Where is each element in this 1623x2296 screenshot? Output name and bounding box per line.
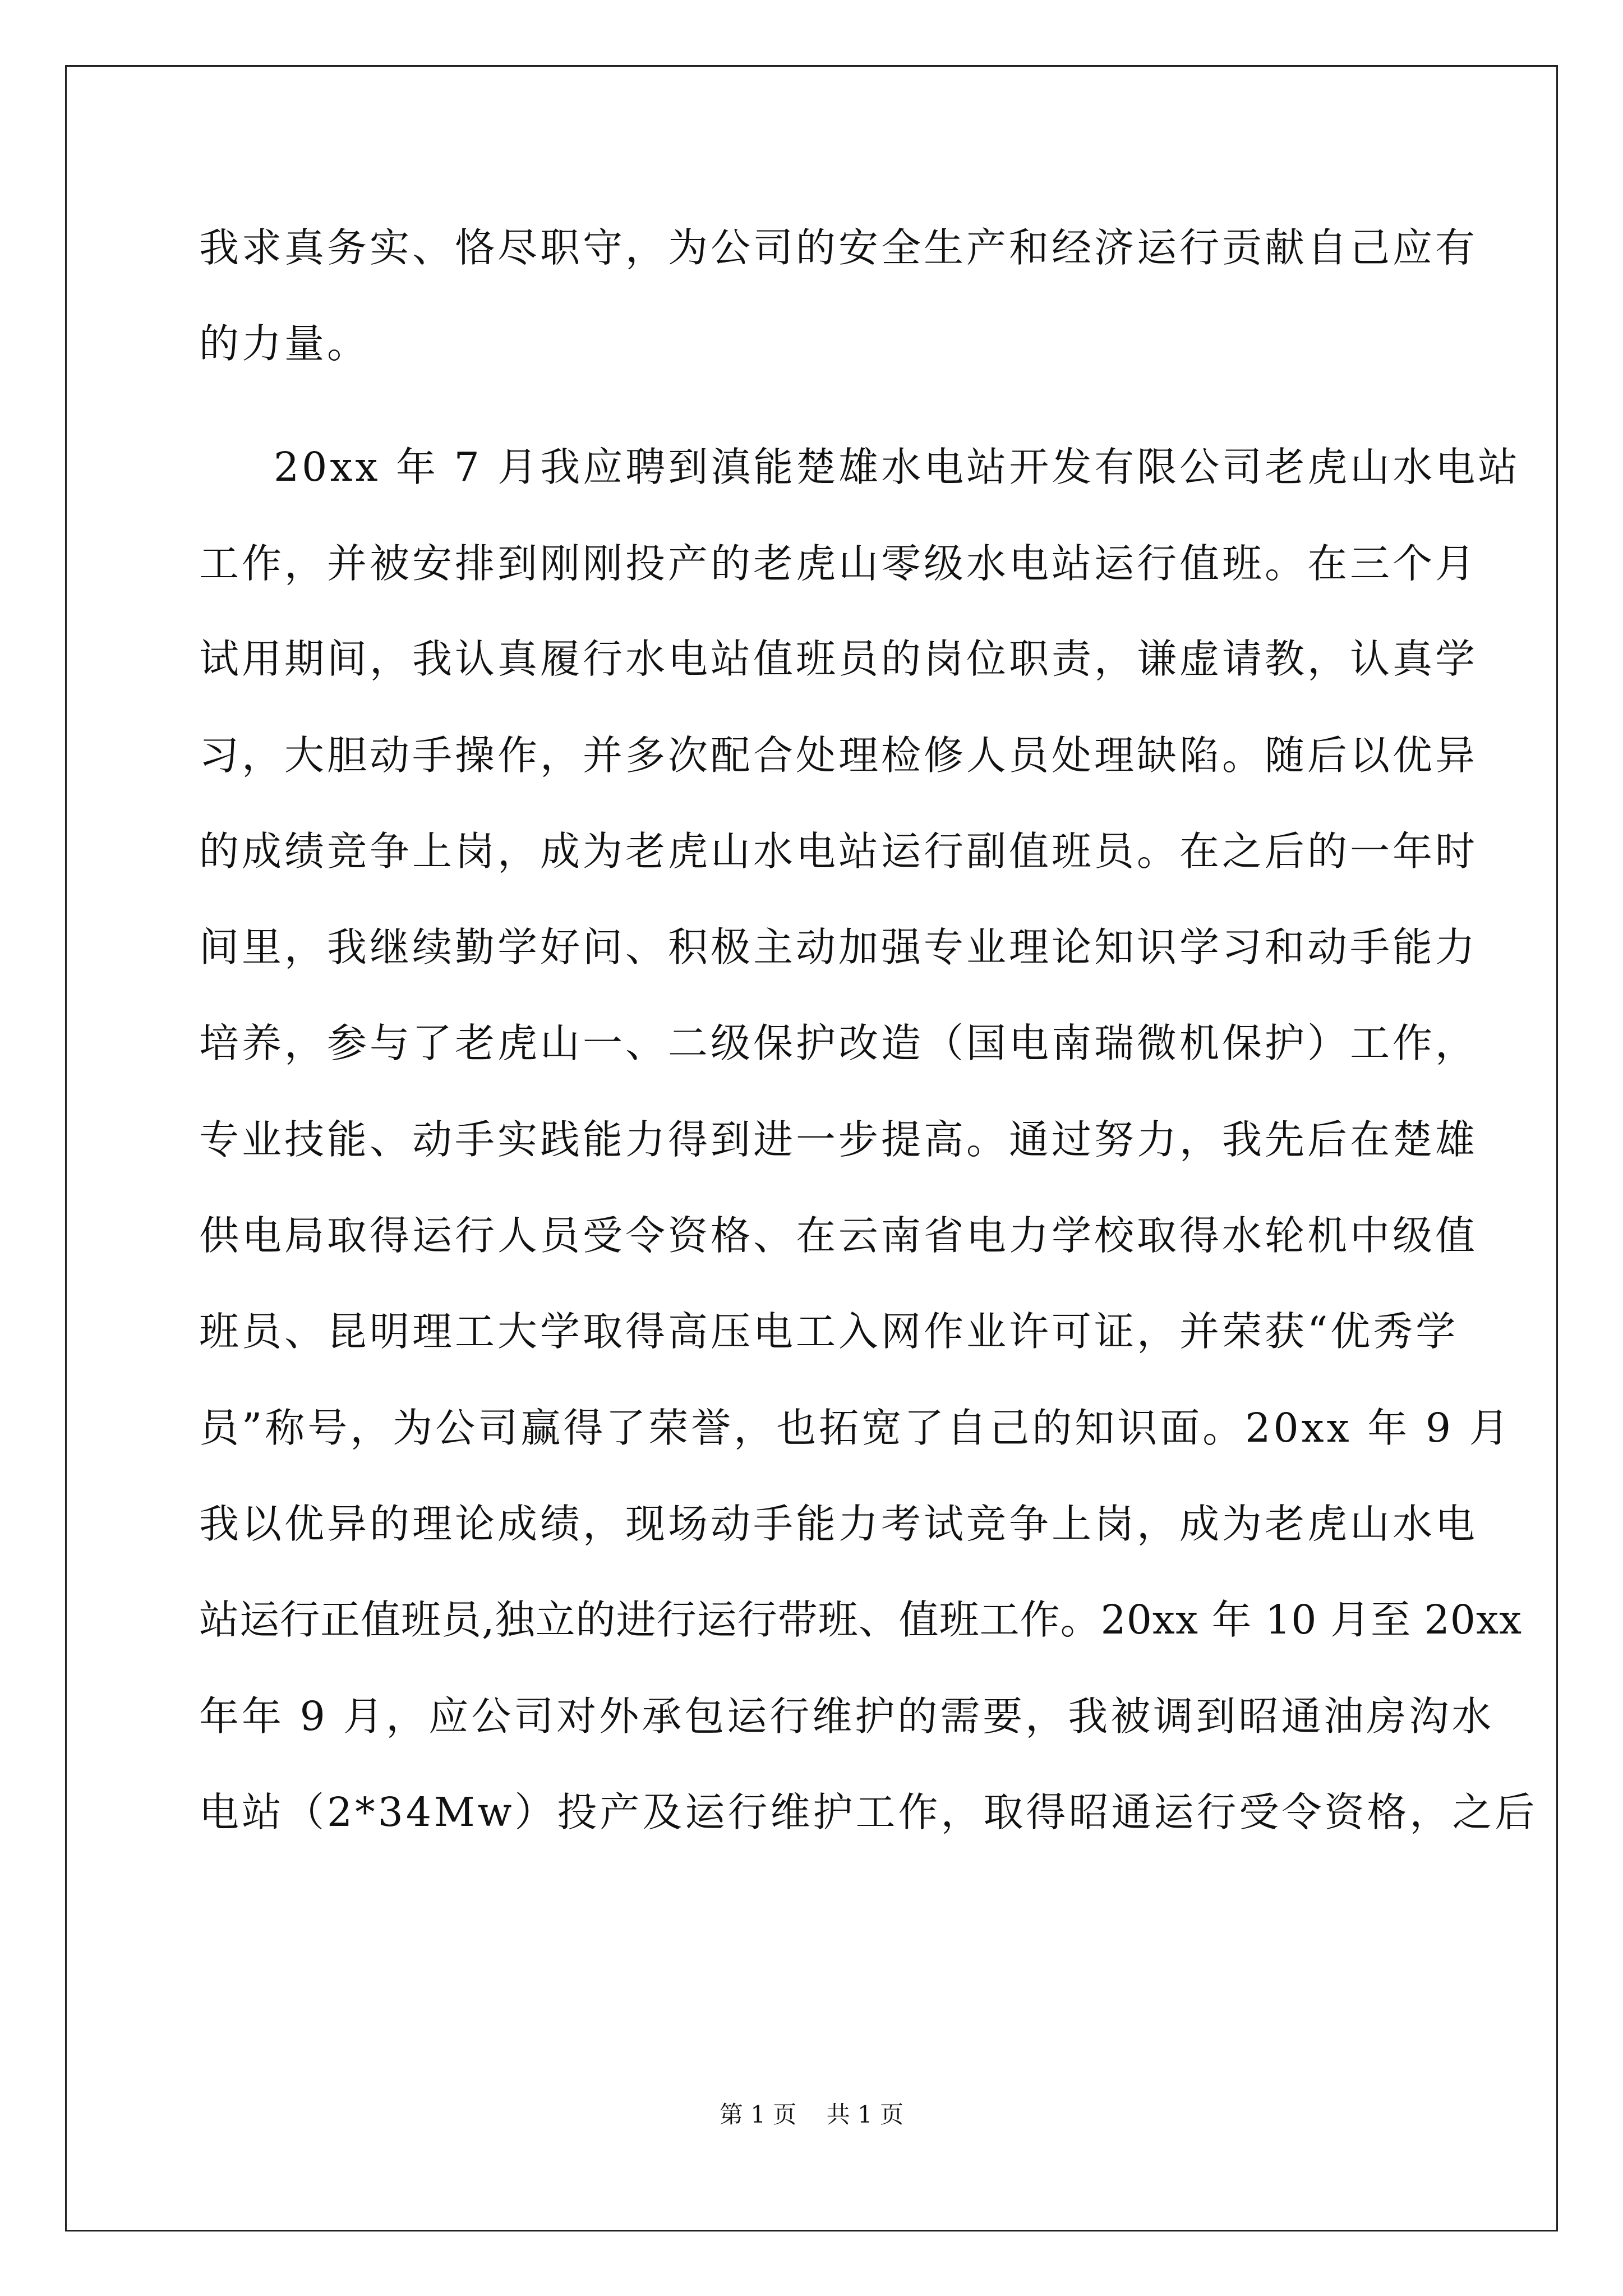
paragraph-first-line: 20xx 年 7 月我应聘到滇能楚雄水电站开发有限公司老虎山水电站 [274,444,1521,490]
body-text-line: 站运行正值班员,独立的进行运行带班、值班工作。20xx 年 10 月至 20xx [199,1596,1523,1643]
body-text-line: 专业技能、动手实践能力得到进一步提高。通过努力，我先后在楚雄 [199,1116,1478,1163]
body-text-line: 工作，并被安排到刚刚投产的老虎山零级水电站运行值班。在三个月 [199,540,1478,587]
page-number-footer: 第 1 页 共 1 页 [719,2101,904,2128]
body-text-line: 的力量。 [199,320,370,367]
body-text-line: 供电局取得运行人员受令资格、在云南省电力学校取得水轮机中级值 [199,1212,1478,1259]
body-text-line: 间里，我继续勤学好问、积极主动加强专业理论知识学习和动手能力 [199,924,1478,970]
body-text-line: 班员、昆明理工大学取得高压电工入网作业许可证，并荣获“优秀学 [199,1308,1459,1355]
body-text-line: 我求真务实、恪尽职守，为公司的安全生产和经济运行贡献自己应有 [199,224,1478,271]
body-text-line: 培养，参与了老虎山一、二级保护改造（国电南瑞微机保护）工作， [199,1020,1478,1066]
body-text-line: 的成绩竞争上岗，成为老虎山水电站运行副值班员。在之后的一年时 [199,828,1478,875]
body-text-line: 年年 9 月，应公司对外承包运行维护的需要，我被调到昭通油房沟水 [199,1693,1495,1740]
body-text-line: 试用期间，我认真履行水电站值班员的岗位职责，谦虚请教，认真学 [199,636,1478,682]
body-text-line: 电站（2*34Mw）投产及运行维护工作，取得昭通运行受令资格，之后 [199,1789,1538,1835]
body-text-line: 习，大胆动手操作，并多次配合处理检修人员处理缺陷。随后以优异 [199,732,1478,779]
body-text-line: 员”称号，为公司赢得了荣誉，也拓宽了自己的知识面。20xx 年 9 月 [199,1405,1512,1451]
body-text-line: 我以优异的理论成绩，现场动手能力考试竞争上岗，成为老虎山水电 [199,1501,1478,1547]
